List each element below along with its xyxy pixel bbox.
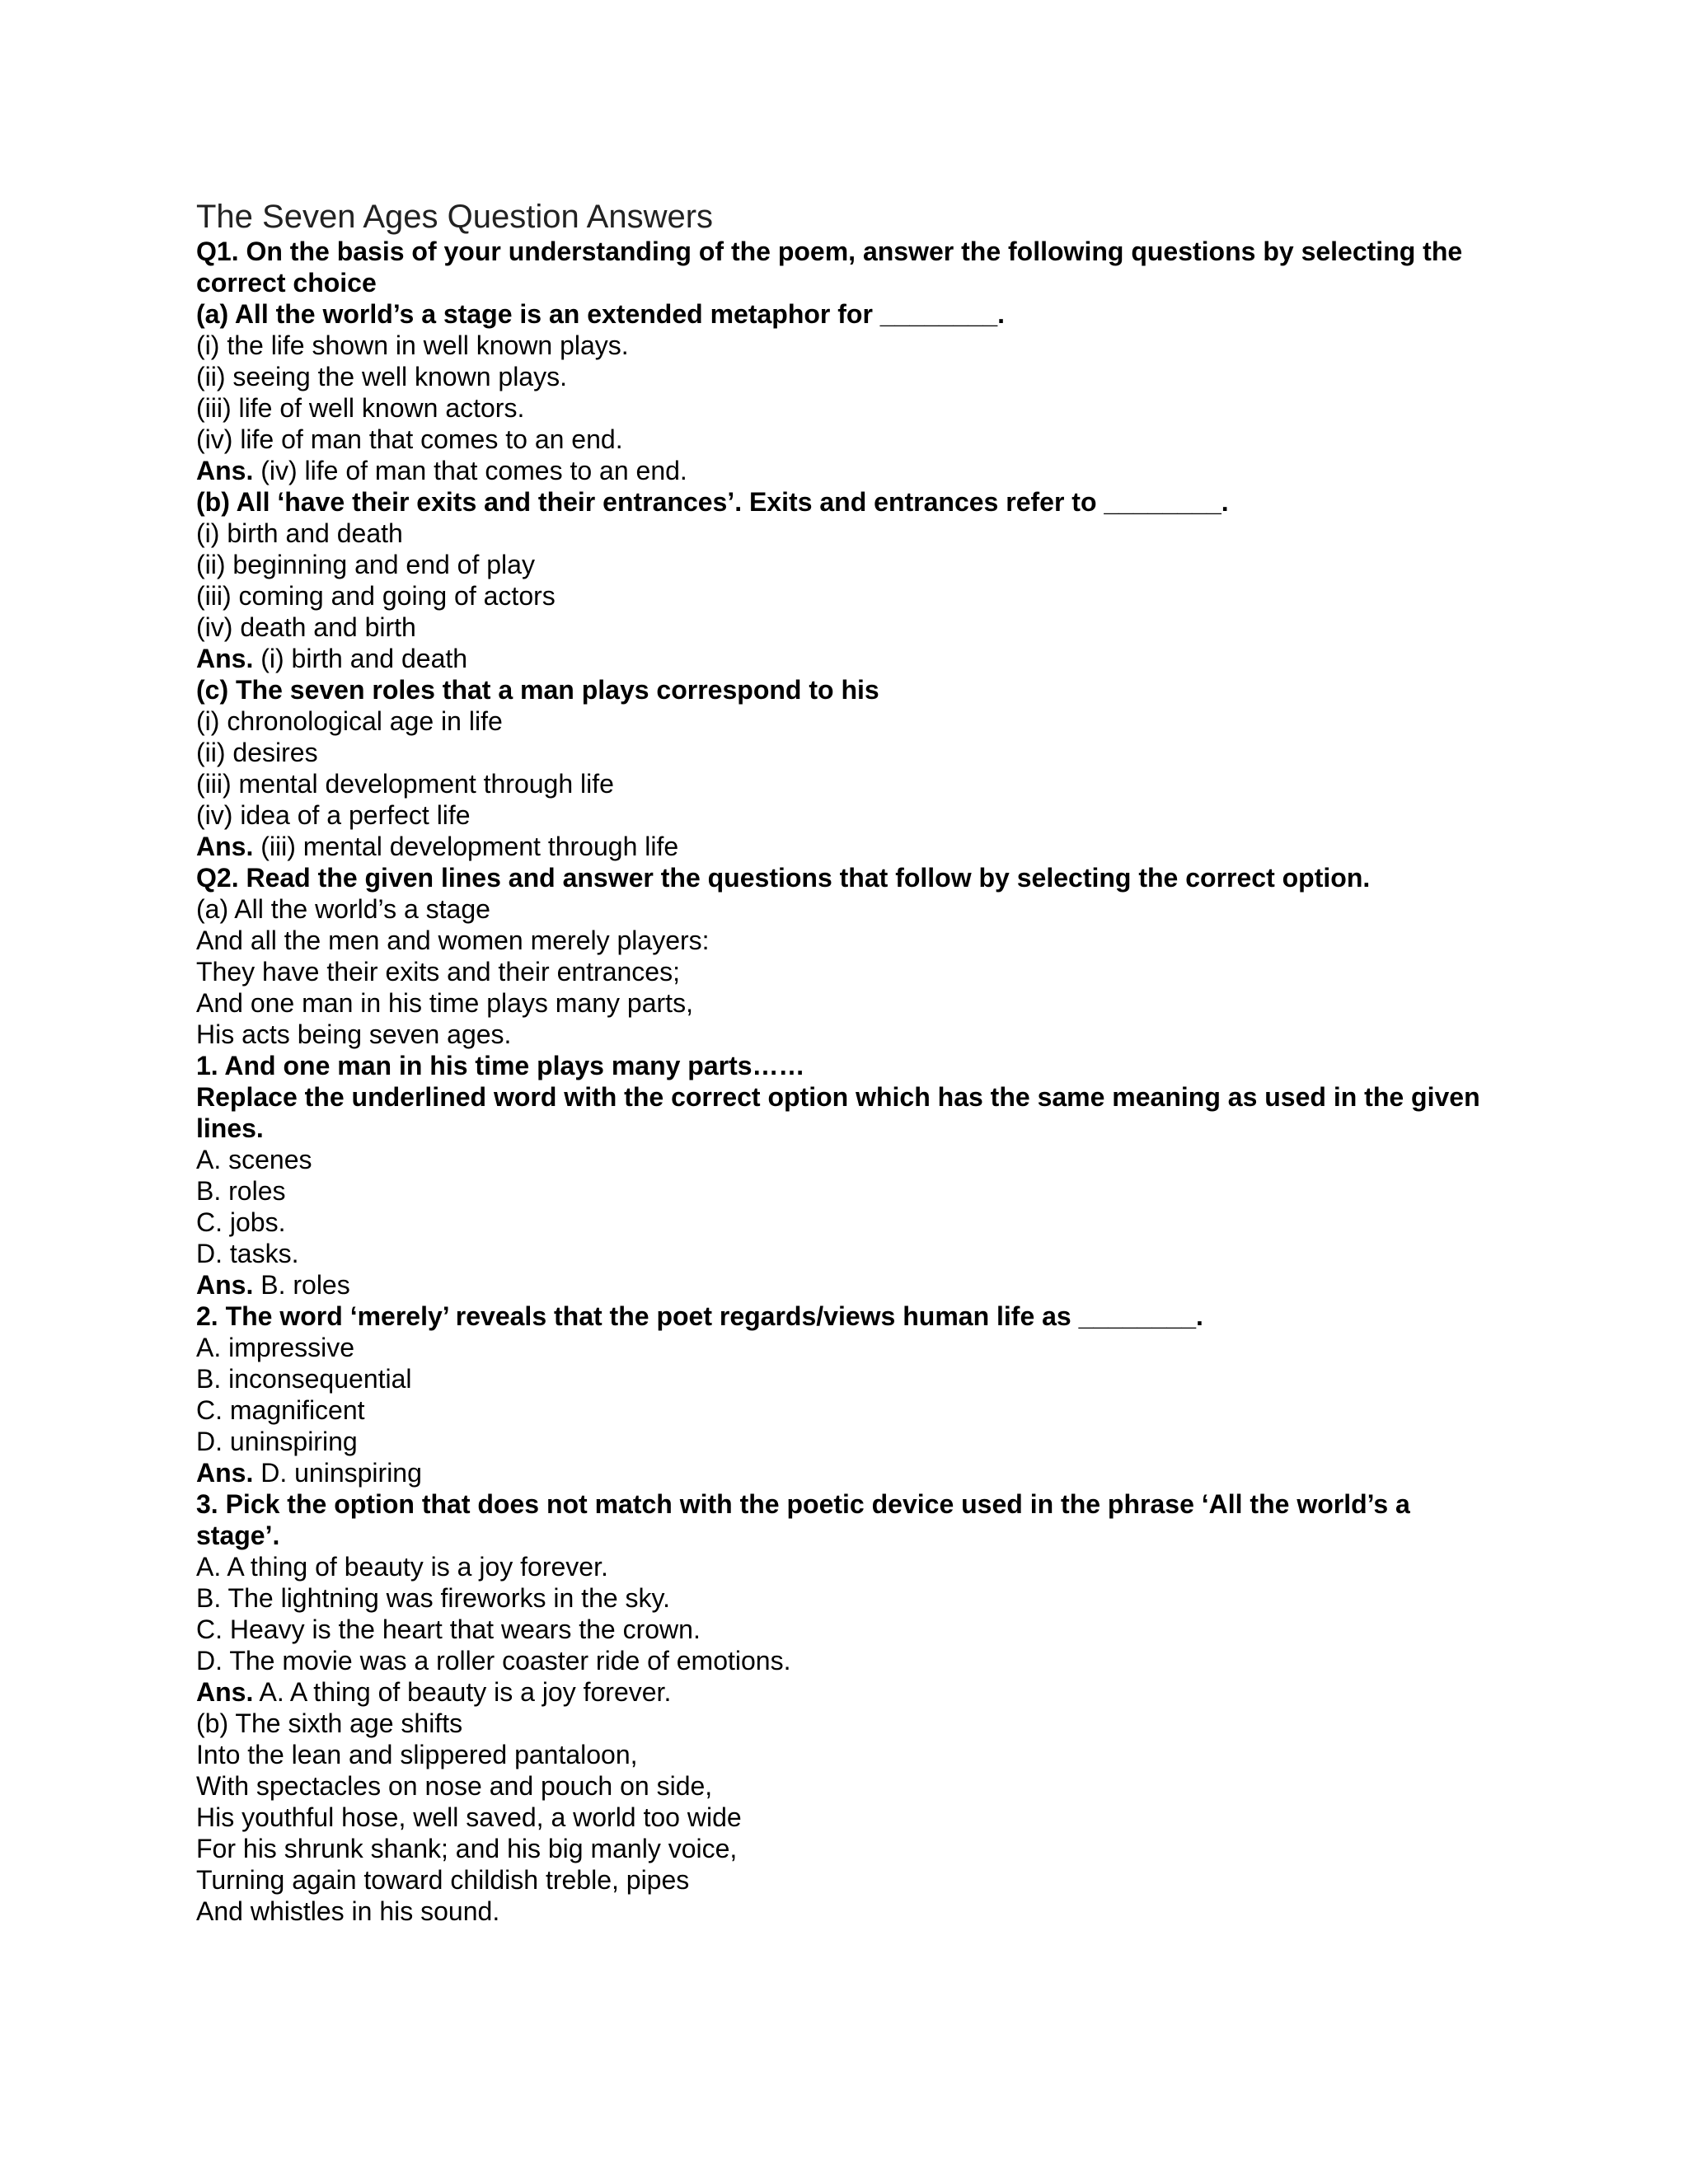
q1b-question: (b) All ‘have their exits and their entrances’. Exits and entrances refer to ________. [196, 487, 1229, 517]
q1a-option: (i) the life shown in well known plays. [196, 330, 629, 360]
extract-b-line: With spectacles on nose and pouch on side, [196, 1771, 713, 1801]
q2-1-question: 1. And one man in his time plays many parts…… [196, 1051, 805, 1080]
answer-text: (iv) life of man that comes to an end. [253, 456, 687, 485]
extract-a-line: (a) All the world’s a stage [196, 894, 490, 924]
q2-3-option: D. The movie was a roller coaster ride of emotions. [196, 1646, 791, 1675]
q2-1-answer [196, 1269, 1498, 1301]
extract-b-line: His youthful hose, well saved, a world too wide [196, 1802, 742, 1832]
q2-1-option: B. roles [196, 1176, 286, 1206]
page-title: The Seven Ages Question Answers [196, 199, 714, 235]
answer-text: D. uninspiring [253, 1458, 422, 1488]
answer-label: Ans. [196, 1458, 254, 1488]
q1c-option: (i) chronological age in life [196, 706, 503, 736]
q2-3-option: C. Heavy is the heart that wears the crown. [196, 1615, 701, 1644]
answer-text: (i) birth and death [253, 644, 468, 673]
extract-b-line: And whistles in his sound. [196, 1896, 500, 1926]
extract-b-line: Turning again toward childish treble, pipes [196, 1865, 690, 1895]
q2-3-option: B. The lightning was fireworks in the sky. [196, 1583, 671, 1613]
answer-text: B. roles [253, 1270, 350, 1300]
q1b-option: (iii) coming and going of actors [196, 581, 556, 611]
q2-2-answer [196, 1457, 1498, 1488]
q2-1-option: A. scenes [196, 1145, 312, 1174]
q2-3-question: 3. Pick the option that does not match with the poetic device used in the phrase ‘All the world’s a stage’. [196, 1489, 1410, 1550]
q1c-option: (iii) mental development through life [196, 769, 614, 799]
q1a-question: (a) All the world’s a stage is an extended metaphor for ________. [196, 299, 1006, 329]
q1b-option: (i) birth and death [196, 518, 403, 548]
q1c-option: (ii) desires [196, 738, 318, 767]
answer-label: Ans. [196, 1270, 254, 1300]
answer-label: Ans. [196, 644, 254, 673]
q1b-option: (ii) beginning and end of play [196, 550, 535, 579]
q2-1-option: D. tasks. [196, 1239, 299, 1268]
q1a-answer [196, 455, 1498, 486]
extract-a-line: His acts being seven ages. [196, 1019, 512, 1049]
q2-3-answer [196, 1676, 1498, 1708]
extract-b-line: For his shrunk shank; and his big manly voice, [196, 1834, 738, 1863]
answer-text: A. A thing of beauty is a joy forever. [253, 1677, 672, 1707]
q1a-option: (iv) life of man that comes to an end. [196, 424, 623, 454]
answer-label: Ans. [196, 1677, 254, 1707]
q1b-answer [196, 643, 1498, 674]
q1c-question: (c) The seven roles that a man plays correspond to his [196, 675, 879, 705]
answer-label: Ans. [196, 456, 254, 485]
q2-heading: Q2. Read the given lines and answer the questions that follow by selecting the correct option. [196, 863, 1371, 893]
q2-2-option: D. uninspiring [196, 1427, 358, 1456]
q1a-option: (ii) seeing the well known plays. [196, 362, 567, 391]
q2-2-option: C. magnificent [196, 1395, 365, 1425]
extract-b-line: Into the lean and slippered pantaloon, [196, 1740, 638, 1769]
answer-label: Ans. [196, 832, 254, 861]
extract-a-line: They have their exits and their entrances; [196, 957, 680, 987]
extract-a-line: And all the men and women merely players: [196, 926, 710, 955]
q1c-option: (iv) idea of a perfect life [196, 800, 471, 830]
q2-2-question: 2. The word ‘merely’ reveals that the poet regards/views human life as ________. [196, 1301, 1203, 1331]
extract-a-line: And one man in his time plays many parts, [196, 988, 693, 1018]
q2-2-option: B. inconsequential [196, 1364, 412, 1394]
q2-1-option: C. jobs. [196, 1207, 286, 1237]
q2-2-option: A. impressive [196, 1333, 355, 1362]
q2-3-option: A. A thing of beauty is a joy forever. [196, 1552, 608, 1582]
q2-1-instruction: Replace the underlined word with the correct option which has the same meaning as used in the given lines. [196, 1082, 1480, 1143]
q1b-option: (iv) death and birth [196, 612, 416, 642]
q1-heading: Q1. On the basis of your understanding of the poem, answer the following questions by selecting the correct choice [196, 237, 1463, 298]
extract-b-line: (b) The sixth age shifts [196, 1708, 463, 1738]
document-page [196, 198, 1498, 1927]
answer-text: (iii) mental development through life [253, 832, 679, 861]
q1c-answer [196, 831, 1498, 862]
q1a-option: (iii) life of well known actors. [196, 393, 525, 423]
